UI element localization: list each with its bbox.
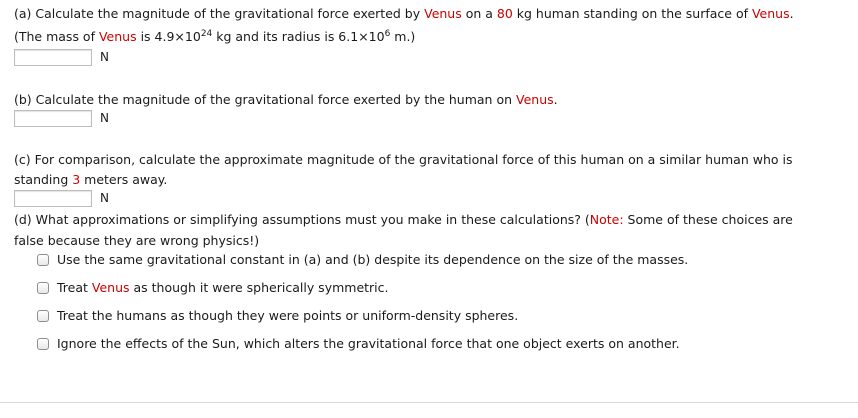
question-text: . xyxy=(789,6,794,21)
part-b-question xyxy=(14,92,558,108)
option-label: Use the same gravitational constant in (a) and (b) despite its dependence on the size of the masses. xyxy=(57,252,689,267)
planet-name: Venus xyxy=(98,29,137,44)
planet-radius-exponent: 6 xyxy=(384,29,391,39)
option-checkbox[interactable] xyxy=(37,254,49,266)
part-b-answer-input[interactable] xyxy=(14,110,92,127)
part-a-answer-input[interactable] xyxy=(14,49,92,66)
part-a-question xyxy=(14,6,794,22)
question-text: (a) Calculate the magnitude of the gravitational force exerted by xyxy=(14,6,425,21)
part-c-question-line2 xyxy=(14,172,167,188)
question-text: standing xyxy=(14,172,73,187)
option-label: Treat the humans as though they were points or uniform-density spheres. xyxy=(57,308,519,323)
question-text: false because they are wrong physics!) xyxy=(14,233,260,248)
part-b-unit-label: N xyxy=(100,111,109,125)
option-label: Treat Venus as though it were spherically symmetric. xyxy=(57,280,389,295)
part-c-unit-label: N xyxy=(100,191,109,205)
planet-mass-exponent: 24 xyxy=(200,29,213,39)
part-a-answer-row xyxy=(14,47,109,67)
note-label: Note: xyxy=(589,212,624,227)
question-text: kg human standing on the surface of xyxy=(512,6,752,21)
part-a-unit-label: N xyxy=(100,50,109,64)
planet-mass-value: is 4.9×10 xyxy=(136,29,201,44)
question-text: meters away. xyxy=(80,172,168,187)
planet-radius-value: kg and its radius is 6.1×10 xyxy=(212,29,385,44)
option-row[interactable] xyxy=(37,252,688,267)
question-text: on a xyxy=(461,6,497,21)
option-row[interactable] xyxy=(37,280,389,295)
part-d-question-line2 xyxy=(14,233,259,249)
part-c-answer-input[interactable] xyxy=(14,190,92,207)
part-b-answer-row xyxy=(14,108,109,128)
option-checkbox[interactable] xyxy=(37,310,49,322)
part-a-given-data xyxy=(14,29,415,45)
given-text: m.) xyxy=(390,29,416,44)
bottom-divider xyxy=(0,402,858,403)
question-text: (d) What approximations or simplifying assumptions must you make in these calculations? ( xyxy=(14,212,590,227)
part-d-question-line1 xyxy=(14,212,793,228)
planet-name: Venus xyxy=(516,92,554,107)
option-row[interactable] xyxy=(37,308,518,323)
given-text: (The mass of xyxy=(14,29,99,44)
part-c-answer-row xyxy=(14,188,109,208)
question-text: . xyxy=(553,92,558,107)
option-label: Ignore the effects of the Sun, which alters the gravitational force that one object exerts on another. xyxy=(57,336,680,351)
option-checkbox[interactable] xyxy=(37,338,49,350)
planet-name: Venus xyxy=(751,6,790,21)
distance-value: 3 xyxy=(72,172,81,187)
planet-name: Venus xyxy=(424,6,462,21)
option-checkbox[interactable] xyxy=(37,282,49,294)
question-text: (c) For comparison, calculate the approximate magnitude of the gravitational force of this human on a similar human who is xyxy=(14,152,793,167)
option-row[interactable] xyxy=(37,336,680,351)
human-mass-value: 80 xyxy=(496,6,513,21)
part-c-question-line1 xyxy=(14,152,792,168)
question-text: (b) Calculate the magnitude of the gravitational force exerted by the human on xyxy=(14,92,516,107)
question-text: Some of these choices are xyxy=(623,212,793,227)
